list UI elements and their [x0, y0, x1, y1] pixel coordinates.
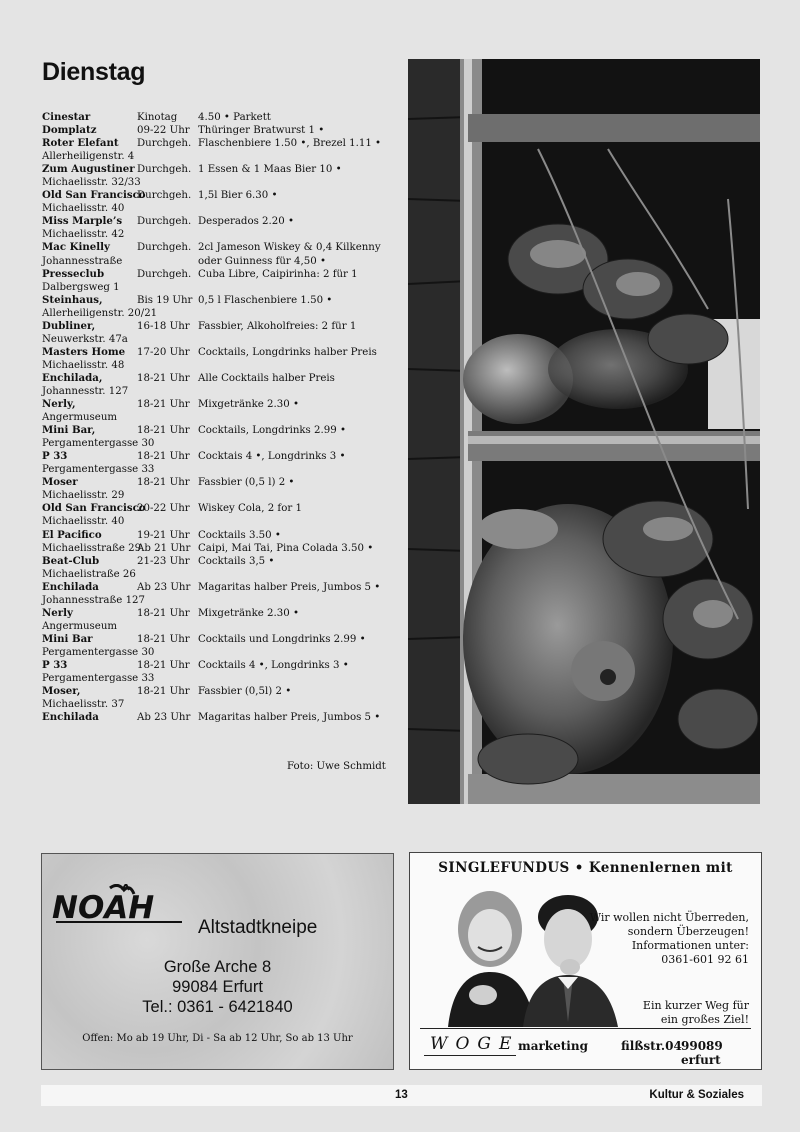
photo-illustration	[408, 59, 760, 804]
divider	[420, 1028, 751, 1029]
listing	[42, 111, 387, 724]
venue-name: P 33	[42, 658, 68, 671]
listing-row	[42, 150, 387, 163]
venue-address: Neuwerkstr. 47a	[42, 333, 128, 345]
drink-offer: Flaschenbiere 1.50 •, Brezel 1.11 •	[198, 138, 382, 150]
listing-entry	[42, 424, 387, 450]
listing-row	[42, 476, 387, 489]
venue-name: Moser,	[42, 685, 81, 698]
drink-offer: Desperados 2.20 •	[198, 216, 294, 228]
listing-entry	[42, 555, 387, 581]
venue-address: Johannesstr. 127	[42, 385, 129, 397]
listing-entry	[42, 529, 387, 542]
drink-offer: Cuba Libre, Caipirinha: 2 für 1	[198, 268, 358, 280]
venue-name: Masters Home	[42, 345, 126, 358]
drink-offer: Fassbier, Alkoholfreies: 2 für 1	[198, 320, 357, 332]
venue-address: Michaelisstr. 42	[42, 229, 125, 241]
venue-address: Michaelisstr. 37	[42, 699, 125, 711]
listing-row	[42, 268, 387, 281]
listing-entry	[42, 607, 387, 633]
listing-row	[42, 176, 387, 189]
singlefundus-ad	[409, 852, 762, 1070]
listing-entry	[42, 685, 387, 711]
listing-entry	[42, 450, 387, 476]
happy-hour-time: Durchgeh.	[137, 190, 192, 202]
venue-address: Michaelisstr. 32/33	[42, 177, 141, 189]
venue-address: Dalbergsweg 1	[42, 281, 120, 293]
venue-name: Mac Kinelly	[42, 241, 110, 254]
venue-name: Moser	[42, 476, 78, 489]
woge-marketing: marketing	[518, 1039, 588, 1053]
venue-name: Enchilada	[42, 580, 99, 593]
venue-name: Domplatz	[42, 124, 97, 137]
venue-name: Enchilada	[42, 711, 99, 724]
listing-row	[42, 711, 387, 724]
listing-row	[42, 281, 387, 294]
venue-address: Pergamentergasse 33	[42, 673, 155, 685]
venue-address: Allerheiligenstr. 20/21	[42, 307, 158, 319]
listing-entry	[42, 346, 387, 372]
happy-hour-time: 18-21 Uhr	[137, 607, 190, 619]
ad-text-line: Informationen unter:	[631, 939, 749, 952]
happy-hour-time: Kinotag	[137, 112, 178, 123]
drink-offer: Mixgetränke 2.30 •	[198, 607, 299, 619]
venue-address: Pergamentergasse 30	[42, 438, 155, 450]
woge-city: 99089 erfurt	[681, 1039, 723, 1067]
listing-entry	[42, 502, 387, 528]
drink-offer: Alle Cocktails halber Preis	[198, 372, 335, 384]
singlefundus-headline: SINGLEFUNDUS • Kennenlernen mit	[438, 860, 733, 876]
listing-row	[42, 672, 387, 685]
listing-entry	[42, 294, 387, 320]
happy-hour-time: 16-18 Uhr	[137, 320, 190, 332]
listing-entry	[42, 476, 387, 502]
venue-address: Allerheiligenstr. 4	[42, 151, 135, 163]
venue-name: Enchilada,	[42, 371, 103, 384]
listing-row	[42, 411, 387, 424]
ad-text-line: Wir wollen nicht Überreden,	[589, 911, 749, 924]
venue-address: Michaelisstr. 40	[42, 516, 125, 528]
drink-offer: Magaritas halber Preis, Jumbos 5 •	[198, 581, 381, 593]
singlefundus-slogan	[643, 999, 749, 1027]
listing-row	[42, 307, 387, 320]
venue-name: Mini Bar,	[42, 424, 96, 437]
drink-offer: Fassbier (0,5 l) 2 •	[198, 477, 295, 489]
listing-row	[42, 137, 387, 150]
drink-offer: Mixgetränke 2.30 •	[198, 399, 299, 411]
venue-name: Zum Augustiner	[42, 163, 135, 176]
happy-hour-time: Durchgeh.	[137, 216, 192, 228]
drink-offer: Wiskey Cola, 2 for 1	[198, 503, 302, 515]
venue-name: Nerly	[42, 606, 73, 619]
listing-row	[42, 437, 387, 450]
happy-hour-time: Durchgeh.	[137, 164, 192, 176]
drink-offer: Cocktails 3,5 •	[198, 555, 275, 567]
listing-entry	[42, 163, 387, 189]
venue-name: Mini Bar	[42, 632, 93, 645]
happy-hour-time: 21-23 Uhr	[137, 555, 190, 567]
venue-address: Johannesstraße	[42, 255, 123, 267]
venue-name: Michaelisstraße 29	[42, 542, 142, 554]
listing-entry	[42, 111, 387, 124]
listing-row	[42, 424, 387, 437]
noah-city: 99084 Erfurt	[172, 978, 263, 996]
listing-row	[42, 489, 387, 502]
listing-row	[42, 228, 387, 241]
listing-row	[42, 633, 387, 646]
happy-hour-time: Durchgeh.	[137, 268, 192, 280]
listing-row	[42, 163, 387, 176]
listing-row	[42, 698, 387, 711]
venue-address: Angermuseum	[42, 412, 118, 424]
listing-row	[42, 594, 387, 607]
listing-row	[42, 529, 387, 542]
listing-row	[42, 189, 387, 202]
listing-entry	[42, 372, 387, 398]
drink-offer: 1 Essen & 1 Maas Bier 10 •	[198, 164, 342, 176]
listing-entry	[42, 320, 387, 346]
listing-row	[42, 255, 387, 268]
photo	[408, 59, 760, 804]
venue-address: Michaelistraße 26	[42, 568, 136, 580]
noah-logo-text: NOAH	[52, 890, 155, 926]
happy-hour-time: Bis 19 Uhr	[137, 294, 193, 306]
listing-row	[42, 659, 387, 672]
woge-street: filßstr.04	[621, 1039, 682, 1053]
page-number: 13	[395, 1089, 408, 1101]
listing-row	[42, 568, 387, 581]
happy-hour-time: Durchgeh.	[137, 242, 192, 254]
listing-row	[42, 620, 387, 633]
drink-offer: Cocktails und Longdrinks 2.99 •	[198, 633, 366, 645]
listing-row	[42, 372, 387, 385]
listing-entry	[42, 189, 387, 215]
listing-row	[42, 646, 387, 659]
happy-hour-time: Ab 23 Uhr	[137, 712, 191, 724]
venue-address: Michaelisstr. 40	[42, 203, 125, 215]
listing-row	[42, 359, 387, 372]
listing-row	[42, 202, 387, 215]
section-name: Kultur & Soziales	[649, 1089, 744, 1101]
venue-name: Dubliner,	[42, 319, 96, 332]
drink-offer: Thüringer Bratwurst 1 •	[198, 125, 325, 137]
listing-row	[42, 385, 387, 398]
drink-offer: Cocktails, Longdrinks 2.99 •	[198, 425, 346, 437]
listing-row	[42, 542, 387, 555]
noah-subtitle: Altstadtkneipe	[198, 917, 318, 938]
venue-name: Roter Elefant	[42, 137, 119, 150]
listing-row	[42, 685, 387, 698]
happy-hour-time: 18-21 Uhr	[137, 372, 190, 384]
happy-hour-time: 18-21 Uhr	[137, 659, 190, 671]
listing-entry	[42, 124, 387, 137]
listing-row	[42, 241, 387, 254]
listing-row	[42, 294, 387, 307]
venue-address: Johannesstraße 127	[42, 594, 146, 606]
woge-underline	[424, 1055, 516, 1056]
listing-entry	[42, 659, 387, 685]
noah-hours: Offen: Mo ab 19 Uhr, Di - Sa ab 12 Uhr, So ab 13 Uhr	[82, 1033, 353, 1044]
drink-offer: Caipi, Mai Tai, Pina Colada 3.50 •	[198, 542, 374, 554]
venue-name: Steinhaus,	[42, 293, 103, 306]
listing-row	[42, 215, 387, 228]
listing-row	[42, 398, 387, 411]
noah-street: Große Arche 8	[163, 958, 272, 976]
venue-address: Pergamentergasse 33	[42, 464, 155, 476]
drink-offer: 2cl Jameson Wiskey & 0,4 Kilkenny	[198, 242, 381, 254]
noah-phone: Tel.: 0361 - 6421840	[142, 998, 293, 1016]
drink-offer: Cocktails, Longdrinks halber Preis	[198, 346, 377, 358]
listing-row	[42, 607, 387, 620]
venue-name: Nerly,	[42, 398, 76, 411]
noah-ad	[41, 853, 394, 1070]
drink-offer: 0,5 l Flaschenbiere 1.50 •	[198, 294, 333, 306]
ad-text-line: 0361-601 92 61	[661, 953, 749, 966]
drink-offer: Magaritas halber Preis, Jumbos 5 •	[198, 712, 381, 724]
venue-name: Old San Francisco	[42, 189, 146, 202]
listing-entry	[42, 542, 387, 555]
drink-offer: Cocktais 4 •, Longdrinks 3 •	[198, 451, 346, 463]
happy-hour-time: Durchgeh.	[137, 138, 192, 150]
listing-row	[42, 124, 387, 137]
ad-text-line: ein großes Ziel!	[660, 1013, 749, 1026]
happy-hour-time: Ab 23 Uhr	[137, 581, 191, 593]
venue-address: Angermuseum	[42, 620, 118, 632]
listing-row	[42, 555, 387, 568]
listing-entry	[42, 215, 387, 241]
drink-offer: Cocktails 3.50 •	[198, 529, 281, 541]
listing-entry	[42, 241, 387, 267]
photo-credit: Foto: Uwe Schmidt	[287, 761, 386, 772]
venue-address: Pergamentergasse 30	[42, 646, 155, 658]
drink-offer: 4.50 • Parkett	[198, 112, 271, 123]
happy-hour-time: 18-21 Uhr	[137, 425, 190, 437]
happy-hour-time: 18-21 Uhr	[137, 686, 190, 698]
venue-name: El Pacifico	[42, 528, 102, 541]
listing-row	[42, 111, 387, 124]
listing-entry	[42, 581, 387, 607]
listing-entry	[42, 268, 387, 294]
listing-entry	[42, 137, 387, 163]
woge-logo: WOGE	[430, 1034, 520, 1054]
drink-offer: 1,5l Bier 6.30 •	[198, 190, 278, 202]
listing-row	[42, 320, 387, 333]
happy-hour-time: 18-21 Uhr	[137, 633, 190, 645]
ad-text-line: Ein kurzer Weg für	[642, 999, 749, 1012]
drink-offer: Cocktails 4 •, Longdrinks 3 •	[198, 659, 349, 671]
venue-name: Beat-Club	[42, 554, 100, 567]
listing-row	[42, 450, 387, 463]
happy-hour-time: Ab 21 Uhr	[137, 542, 191, 554]
listing-entry	[42, 633, 387, 659]
happy-hour-time: 19-21 Uhr	[137, 529, 190, 541]
venue-address: Michaelisstr. 29	[42, 490, 125, 502]
venue-name: Old San Francisco	[42, 502, 146, 515]
happy-hour-time: 18-21 Uhr	[137, 451, 190, 463]
happy-hour-time: 20-22 Uhr	[137, 503, 190, 515]
listing-row	[42, 463, 387, 476]
venue-name: P 33	[42, 450, 68, 463]
listing-row	[42, 502, 387, 515]
venue-address: Michaelisstr. 48	[42, 359, 125, 371]
listing-row	[42, 333, 387, 346]
listing-row	[42, 581, 387, 594]
listing-row	[42, 515, 387, 528]
listing-entry	[42, 711, 387, 724]
venue-name: Miss Marple’s	[42, 215, 123, 228]
happy-hour-time: 09-22 Uhr	[137, 125, 190, 137]
drink-offer: oder Guinness für 4,50 •	[198, 255, 326, 267]
venue-name: Presseclub	[42, 267, 105, 280]
happy-hour-time: 17-20 Uhr	[137, 346, 190, 358]
venue-name: Cinestar	[42, 111, 91, 123]
listing-entry	[42, 398, 387, 424]
noah-logo	[50, 884, 190, 926]
listing-row	[42, 346, 387, 359]
ad-text-line: sondern Überzeugen!	[627, 925, 749, 938]
page-footer	[41, 1085, 762, 1106]
singlefundus-pitch	[590, 911, 749, 967]
page-title: Dienstag	[42, 58, 146, 86]
drink-offer: Fassbier (0,5l) 2 •	[198, 686, 292, 698]
happy-hour-time: 18-21 Uhr	[137, 477, 190, 489]
happy-hour-time: 18-21 Uhr	[137, 399, 190, 411]
